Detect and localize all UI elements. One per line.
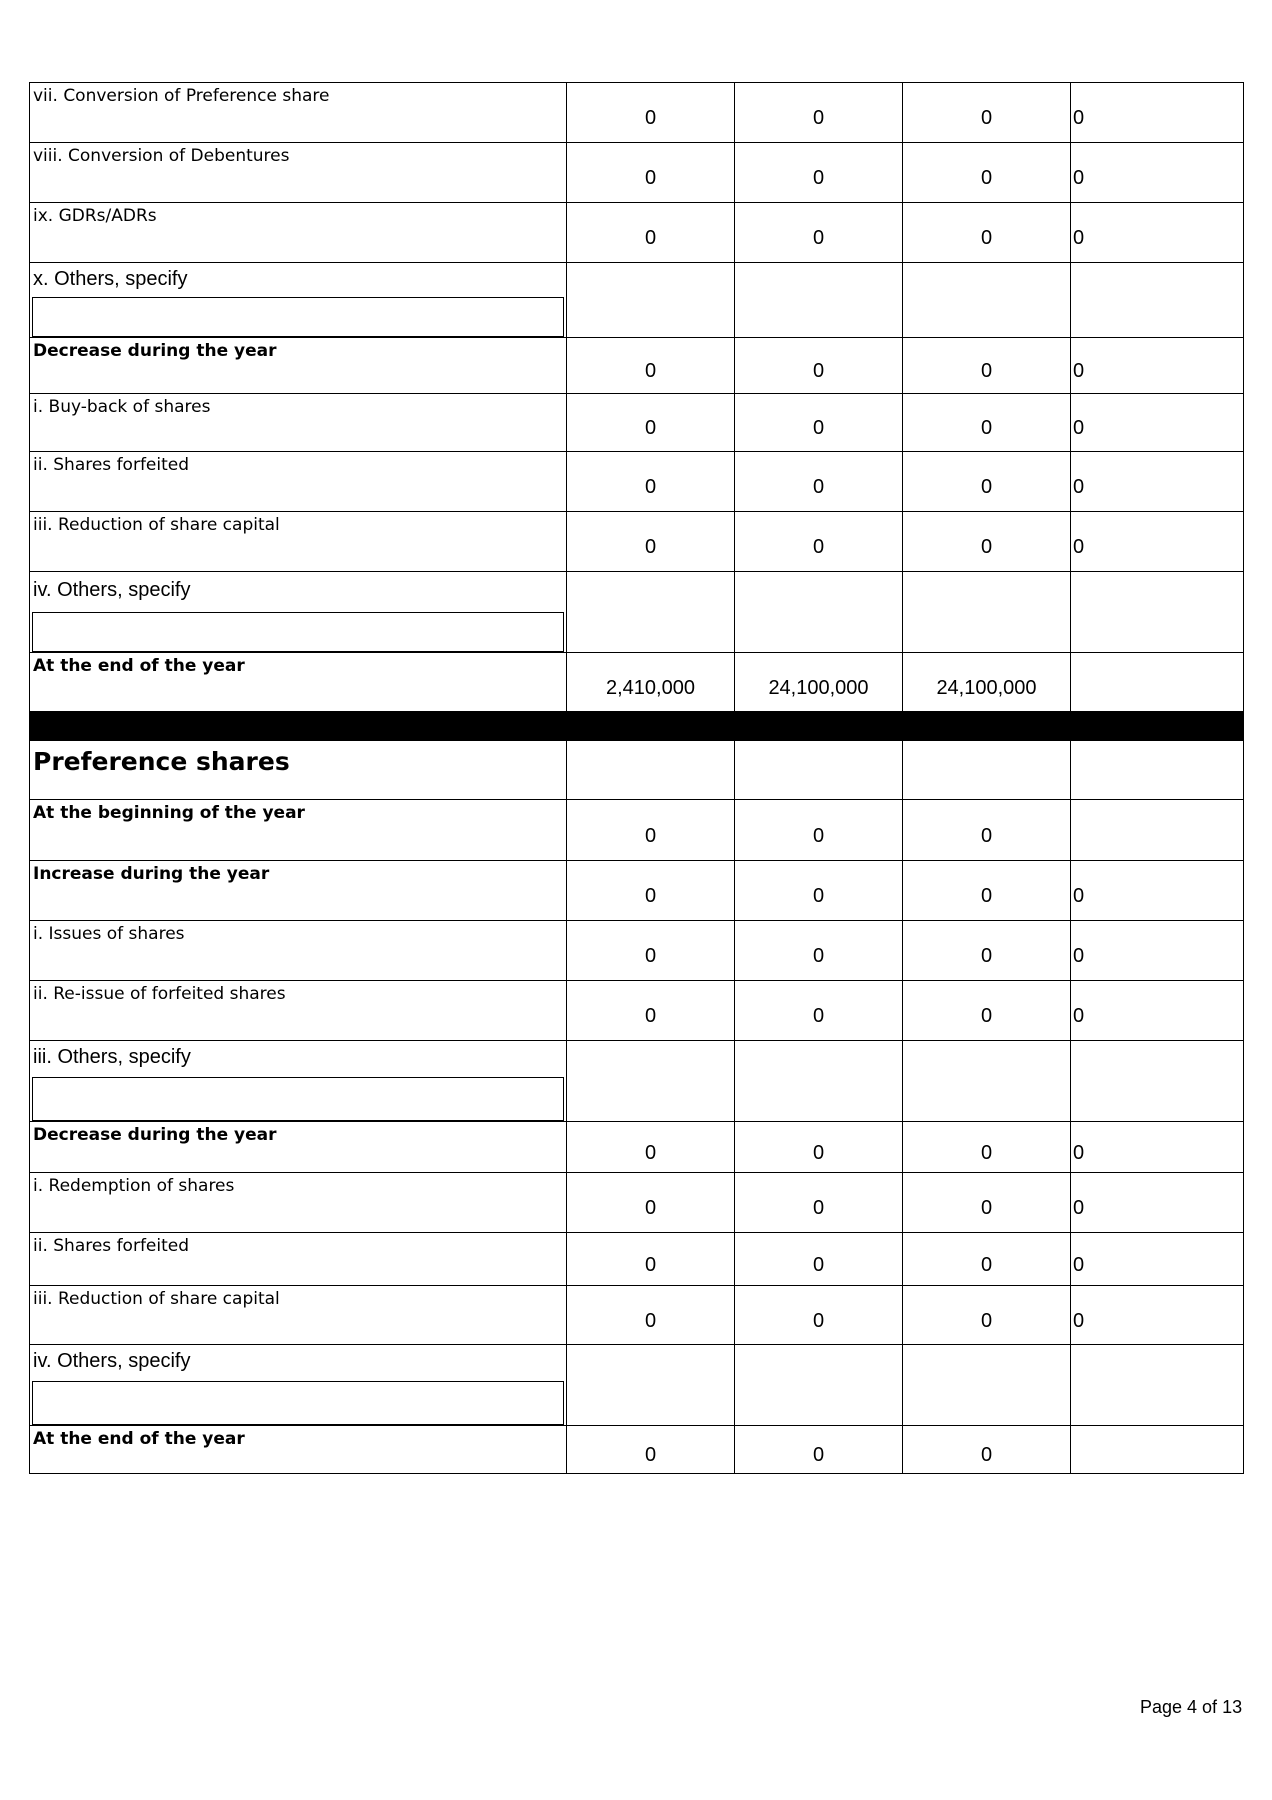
row-label: ii. Shares forfeited bbox=[33, 1236, 190, 1256]
row-label: vii. Conversion of Preference share bbox=[33, 86, 330, 106]
value-cell[interactable] bbox=[903, 1345, 1071, 1426]
value-cell[interactable] bbox=[735, 572, 903, 653]
value-cell[interactable]: 0 bbox=[1071, 394, 1244, 452]
value-cell[interactable]: 0 bbox=[1071, 1233, 1244, 1286]
value-cell[interactable]: 0 bbox=[903, 203, 1071, 263]
empty-cell bbox=[735, 741, 903, 800]
others-specify-input[interactable] bbox=[32, 612, 564, 652]
row-label: i. Buy-back of shares bbox=[33, 397, 211, 417]
row-label-cell bbox=[30, 653, 567, 712]
value-cell[interactable]: 0 bbox=[1071, 203, 1244, 263]
table-row bbox=[30, 203, 1244, 263]
row-label-cell bbox=[30, 1041, 567, 1122]
value-cell[interactable]: 0 bbox=[735, 1233, 903, 1286]
table-row bbox=[30, 800, 1244, 861]
row-label: ix. GDRs/ADRs bbox=[33, 206, 157, 226]
value-cell[interactable] bbox=[735, 1345, 903, 1426]
table-row bbox=[30, 1041, 1244, 1122]
value-cell[interactable]: 0 bbox=[1071, 512, 1244, 572]
row-label: iii. Reduction of share capital bbox=[33, 515, 280, 535]
value-cell[interactable]: 0 bbox=[1071, 1286, 1244, 1345]
table-row bbox=[30, 981, 1244, 1041]
row-label-cell bbox=[30, 861, 567, 921]
row-label-cell bbox=[30, 1173, 567, 1233]
row-label-cell bbox=[30, 572, 567, 653]
value-cell[interactable]: 0 bbox=[567, 921, 735, 981]
row-label-cell bbox=[30, 263, 567, 338]
table-row bbox=[30, 572, 1244, 653]
divider-bar bbox=[30, 712, 1244, 741]
value-cell[interactable]: 0 bbox=[567, 1122, 735, 1173]
table-row bbox=[30, 1426, 1244, 1474]
value-cell[interactable]: 0 bbox=[903, 1426, 1071, 1474]
table-row bbox=[30, 1173, 1244, 1233]
value-cell[interactable]: 0 bbox=[567, 394, 735, 452]
section-divider bbox=[30, 712, 1244, 741]
value-cell[interactable] bbox=[1071, 1041, 1244, 1122]
value-cell[interactable] bbox=[1071, 653, 1244, 712]
table-row bbox=[30, 452, 1244, 512]
row-label: ii. Re-issue of forfeited shares bbox=[33, 984, 286, 1004]
row-label: viii. Conversion of Debentures bbox=[33, 146, 290, 166]
value-cell[interactable]: 0 bbox=[735, 83, 903, 143]
value-cell[interactable]: 0 bbox=[735, 800, 903, 861]
value-cell[interactable]: 0 bbox=[903, 921, 1071, 981]
row-label: i. Redemption of shares bbox=[33, 1176, 235, 1196]
section-heading: Preference shares bbox=[33, 747, 290, 776]
row-label-cell bbox=[30, 338, 567, 394]
row-label-cell bbox=[30, 1286, 567, 1345]
value-cell[interactable]: 0 bbox=[567, 512, 735, 572]
row-label: i. Issues of shares bbox=[33, 924, 185, 944]
table-row bbox=[30, 921, 1244, 981]
value-cell[interactable]: 24,100,000 bbox=[903, 653, 1071, 712]
value-cell[interactable]: 0 bbox=[903, 338, 1071, 394]
table-row bbox=[30, 1233, 1244, 1286]
value-cell[interactable] bbox=[1071, 1345, 1244, 1426]
value-cell[interactable]: 0 bbox=[567, 981, 735, 1041]
value-cell[interactable]: 24,100,000 bbox=[735, 653, 903, 712]
value-cell[interactable]: 0 bbox=[903, 1173, 1071, 1233]
value-cell[interactable]: 0 bbox=[735, 1173, 903, 1233]
value-cell[interactable]: 0 bbox=[735, 512, 903, 572]
value-cell[interactable]: 0 bbox=[1071, 338, 1244, 394]
value-cell[interactable]: 0 bbox=[735, 394, 903, 452]
value-cell[interactable] bbox=[567, 263, 735, 338]
value-cell[interactable]: 0 bbox=[567, 338, 735, 394]
empty-cell bbox=[903, 741, 1071, 800]
value-cell[interactable]: 0 bbox=[735, 203, 903, 263]
value-cell[interactable]: 0 bbox=[567, 800, 735, 861]
share-capital-table bbox=[29, 82, 1243, 1474]
others-specify-input[interactable] bbox=[32, 297, 564, 337]
value-cell[interactable]: 0 bbox=[567, 83, 735, 143]
row-label-cell bbox=[30, 981, 567, 1041]
row-label-cell bbox=[30, 203, 567, 263]
value-cell[interactable]: 0 bbox=[735, 452, 903, 512]
value-cell[interactable]: 0 bbox=[735, 143, 903, 203]
value-cell[interactable]: 0 bbox=[735, 1426, 903, 1474]
value-cell[interactable]: 0 bbox=[567, 1286, 735, 1345]
value-cell[interactable]: 0 bbox=[1071, 921, 1244, 981]
row-label-cell bbox=[30, 1345, 567, 1426]
row-label-cell bbox=[30, 83, 567, 143]
value-cell[interactable] bbox=[1071, 800, 1244, 861]
row-label: At the end of the year bbox=[33, 1429, 245, 1449]
value-cell[interactable]: 0 bbox=[903, 1122, 1071, 1173]
row-label: x. Others, specify bbox=[33, 268, 188, 290]
table-row bbox=[30, 653, 1244, 712]
value-cell[interactable]: 0 bbox=[735, 1122, 903, 1173]
row-label-cell bbox=[30, 1426, 567, 1474]
value-cell[interactable] bbox=[567, 572, 735, 653]
row-label-cell bbox=[30, 1233, 567, 1286]
value-cell[interactable]: 0 bbox=[903, 512, 1071, 572]
section-heading-cell bbox=[30, 741, 567, 800]
table-row bbox=[30, 1286, 1244, 1345]
row-label-cell bbox=[30, 1122, 567, 1173]
empty-cell bbox=[567, 741, 735, 800]
value-cell[interactable]: 0 bbox=[735, 981, 903, 1041]
equity-shares-table bbox=[29, 82, 1244, 1474]
value-cell[interactable] bbox=[735, 1041, 903, 1122]
value-cell[interactable]: 0 bbox=[1071, 1173, 1244, 1233]
row-label: Decrease during the year bbox=[33, 341, 277, 361]
value-cell[interactable] bbox=[1071, 1426, 1244, 1474]
value-cell[interactable]: 0 bbox=[567, 861, 735, 921]
value-cell[interactable]: 0 bbox=[1071, 83, 1244, 143]
value-cell[interactable]: 0 bbox=[735, 921, 903, 981]
value-cell[interactable] bbox=[903, 572, 1071, 653]
value-cell[interactable]: 0 bbox=[1071, 861, 1244, 921]
empty-cell bbox=[1071, 741, 1244, 800]
value-cell[interactable] bbox=[1071, 263, 1244, 338]
row-label: iv. Others, specify bbox=[33, 1350, 191, 1372]
value-cell[interactable]: 0 bbox=[903, 1233, 1071, 1286]
table-row bbox=[30, 143, 1244, 203]
value-cell[interactable]: 0 bbox=[567, 143, 735, 203]
others-specify-input[interactable] bbox=[32, 1381, 564, 1425]
value-cell[interactable] bbox=[735, 263, 903, 338]
value-cell[interactable] bbox=[903, 1041, 1071, 1122]
table-row bbox=[30, 83, 1244, 143]
value-cell[interactable]: 0 bbox=[1071, 981, 1244, 1041]
value-cell[interactable] bbox=[567, 1345, 735, 1426]
row-label-cell bbox=[30, 921, 567, 981]
table-row bbox=[30, 1122, 1244, 1173]
value-cell[interactable]: 0 bbox=[567, 452, 735, 512]
value-cell[interactable]: 0 bbox=[903, 394, 1071, 452]
value-cell[interactable]: 0 bbox=[735, 1286, 903, 1345]
row-label-cell bbox=[30, 452, 567, 512]
table-row bbox=[30, 861, 1244, 921]
value-cell[interactable]: 0 bbox=[735, 861, 903, 921]
value-cell[interactable] bbox=[903, 263, 1071, 338]
value-cell[interactable]: 0 bbox=[567, 1426, 735, 1474]
table-row bbox=[30, 263, 1244, 338]
value-cell[interactable]: 0 bbox=[903, 800, 1071, 861]
value-cell[interactable]: 0 bbox=[1071, 143, 1244, 203]
value-cell[interactable]: 0 bbox=[1071, 1122, 1244, 1173]
table-row bbox=[30, 338, 1244, 394]
value-cell[interactable]: 0 bbox=[903, 1286, 1071, 1345]
row-label: At the end of the year bbox=[33, 656, 245, 676]
value-cell[interactable]: 0 bbox=[903, 981, 1071, 1041]
row-label: At the beginning of the year bbox=[33, 803, 305, 823]
value-cell[interactable]: 0 bbox=[903, 143, 1071, 203]
value-cell[interactable]: 0 bbox=[567, 203, 735, 263]
row-label: Decrease during the year bbox=[33, 1125, 277, 1145]
row-label: iii. Others, specify bbox=[33, 1046, 191, 1068]
table-row bbox=[30, 512, 1244, 572]
row-label: ii. Shares forfeited bbox=[33, 455, 190, 475]
row-label-cell bbox=[30, 143, 567, 203]
value-cell[interactable]: 0 bbox=[735, 338, 903, 394]
value-cell[interactable]: 0 bbox=[903, 861, 1071, 921]
value-cell[interactable]: 0 bbox=[903, 83, 1071, 143]
others-specify-input[interactable] bbox=[32, 1077, 564, 1121]
row-label: iv. Others, specify bbox=[33, 579, 191, 601]
value-cell[interactable]: 0 bbox=[567, 1233, 735, 1286]
value-cell[interactable]: 0 bbox=[567, 1173, 735, 1233]
row-label-cell bbox=[30, 394, 567, 452]
value-cell[interactable]: 0 bbox=[903, 452, 1071, 512]
value-cell[interactable]: 0 bbox=[1071, 452, 1244, 512]
value-cell[interactable] bbox=[1071, 572, 1244, 653]
row-label-cell bbox=[30, 512, 567, 572]
row-label: Increase during the year bbox=[33, 864, 270, 884]
value-cell[interactable] bbox=[567, 1041, 735, 1122]
value-cell[interactable]: 2,410,000 bbox=[567, 653, 735, 712]
table-row bbox=[30, 1345, 1244, 1426]
row-label: iii. Reduction of share capital bbox=[33, 1289, 280, 1309]
row-label-cell bbox=[30, 800, 567, 861]
table-row bbox=[30, 741, 1244, 800]
table-row bbox=[30, 394, 1244, 452]
page-number: Page 4 of 13 bbox=[1140, 1697, 1243, 1717]
